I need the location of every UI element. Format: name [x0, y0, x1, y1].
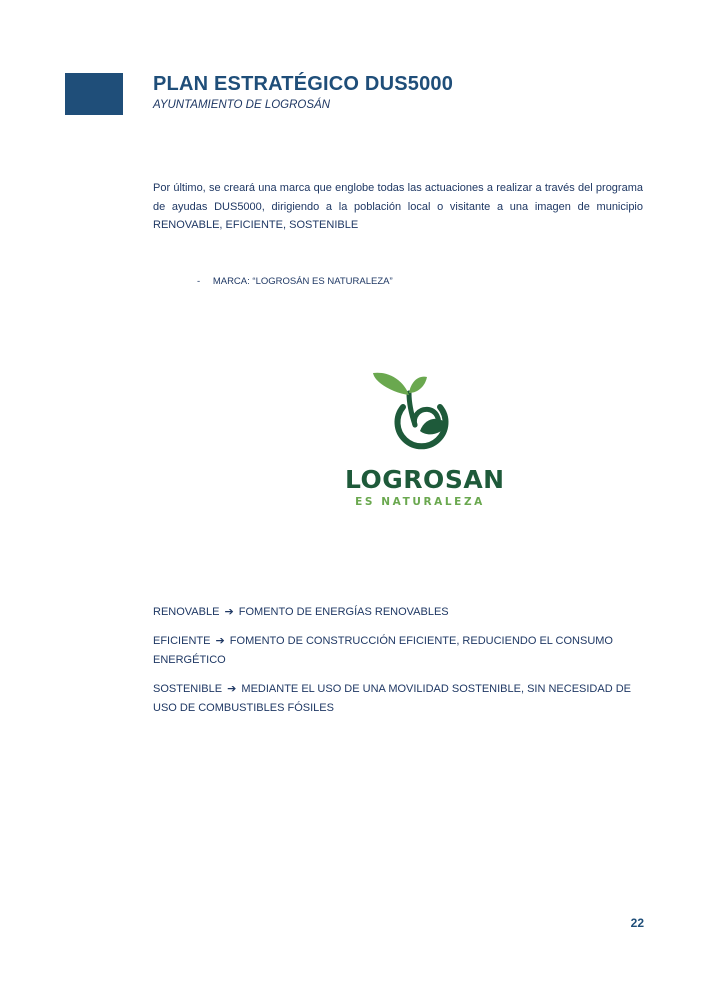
bullet-text: MARCA: “LOGROSÁN ES NATURALEZA” [212, 276, 393, 287]
feature-description: FOMENTO DE CONSTRUCCIÓN EFICIENTE, REDUCIENDO EL CONSUMO ENERGÉTICO [153, 635, 613, 666]
feature-item-sostenible [153, 680, 633, 718]
arrow-right-icon: ➔ [224, 606, 234, 618]
feature-term: SOSTENIBLE [153, 683, 223, 695]
logo-sub-text: ES NATURALEZA [355, 496, 485, 508]
arrow-right-icon: ➔ [215, 635, 225, 647]
feature-item-eficiente [153, 632, 633, 670]
page-subtitle: AYUNTAMIENTO DE LOGROSÁN [153, 99, 330, 111]
intro-paragraph: Por último, se creará una marca que englobe todas las actuaciones a realizar a través del programa de ayudas DUS5000, dirigiendo a la población local o visitante a una imagen de municipio RENOVABLE, EFICIENTE, SOSTENIBLE [153, 182, 643, 231]
page-title: PLAN ESTRATÉGICO DUS5000 [153, 73, 454, 95]
logo-main-text: LOGROSAN [345, 465, 505, 494]
bullet-marker: - [197, 276, 201, 287]
feature-item-renovable [153, 603, 633, 622]
feature-description: MEDIANTE EL USO DE UNA MOVILIDAD SOSTENIBLE, SIN NECESIDAD DE USO DE COMBUSTIBLES FÓSILES [153, 683, 631, 714]
arrow-right-icon: ➔ [227, 683, 237, 695]
header-color-block [65, 73, 123, 115]
feature-description: FOMENTO DE ENERGÍAS RENOVABLES [238, 606, 449, 618]
logrosan-logo [345, 365, 505, 515]
page-number: 22 [630, 916, 644, 930]
feature-term: EFICIENTE [153, 635, 211, 647]
feature-term: RENOVABLE [153, 606, 220, 618]
brand-bullet [197, 276, 393, 287]
sprout-icon [345, 365, 495, 465]
